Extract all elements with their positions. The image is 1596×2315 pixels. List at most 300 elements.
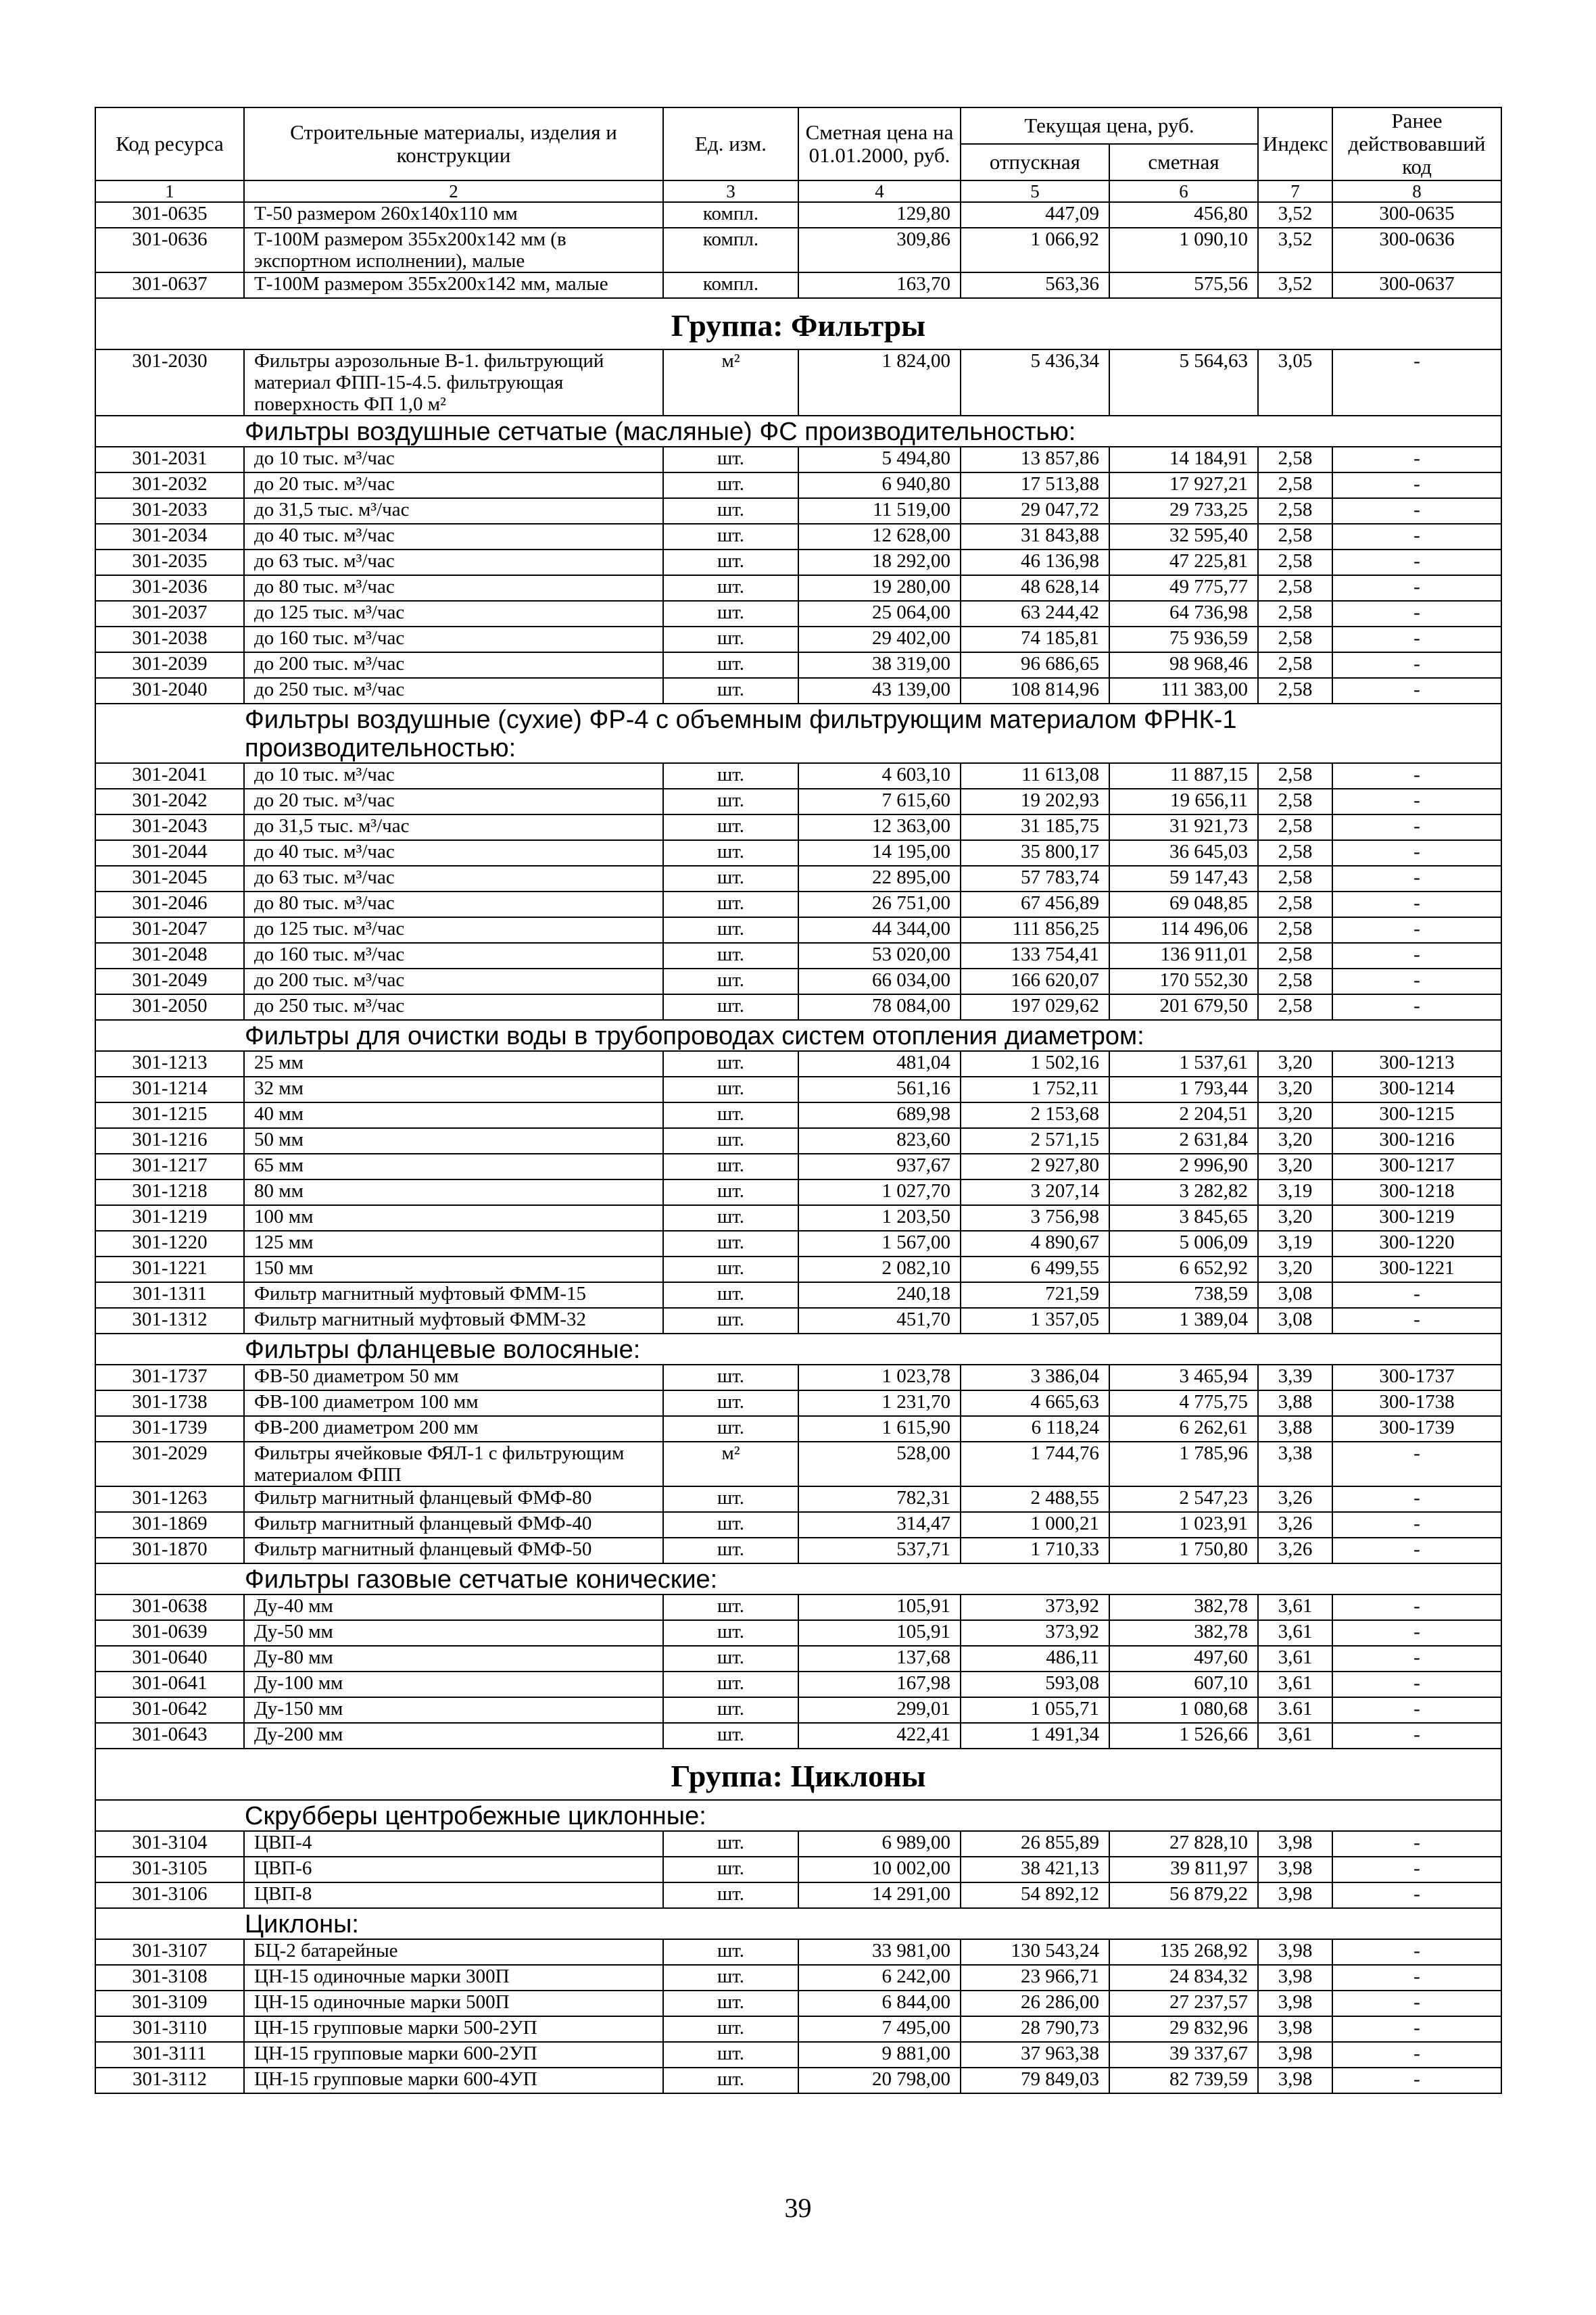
table-row — [95, 472, 1501, 498]
row-release-price: 373,92 — [961, 1620, 1109, 1646]
row-estimate-price: 14 184,91 — [1109, 447, 1258, 472]
row-unit: шт. — [663, 1594, 798, 1620]
row-index: 2,58 — [1258, 994, 1332, 1020]
row-base-price: 129,80 — [798, 202, 961, 228]
row-base-price: 43 139,00 — [798, 678, 961, 704]
row-release-price: 35 800,17 — [961, 840, 1109, 866]
row-unit: шт. — [663, 1646, 798, 1672]
table-row — [95, 228, 1501, 272]
row-name: до 63 тыс. м³/час — [244, 866, 663, 892]
row-index: 3,19 — [1258, 1231, 1332, 1257]
row-index: 3,20 — [1258, 1257, 1332, 1282]
row-release-price: 26 286,00 — [961, 1991, 1109, 2016]
subgroup-title: Фильтры воздушные сетчатые (масляные) ФС производительностью: — [95, 416, 1501, 447]
row-prev-code: - — [1332, 1882, 1501, 1908]
row-code: 301-1219 — [95, 1205, 244, 1231]
row-index: 3,38 — [1258, 1442, 1332, 1486]
row-index: 3,98 — [1258, 2016, 1332, 2042]
row-base-price: 7 615,60 — [798, 789, 961, 814]
row-base-price: 44 344,00 — [798, 917, 961, 943]
row-code: 301-2050 — [95, 994, 244, 1020]
row-release-price: 63 244,42 — [961, 601, 1109, 627]
row-release-price: 3 386,04 — [961, 1365, 1109, 1390]
row-base-price: 5 494,80 — [798, 447, 961, 472]
row-prev-code: - — [1332, 2042, 1501, 2068]
row-code: 301-3109 — [95, 1991, 244, 2016]
row-unit: шт. — [663, 1257, 798, 1282]
header-prev-code: Ранее действовавший код — [1332, 107, 1501, 180]
row-base-price: 528,00 — [798, 1442, 961, 1486]
row-code: 301-2044 — [95, 840, 244, 866]
subgroup-title: Фильтры для очистки воды в трубопроводах систем отопления диаметром: — [95, 1020, 1501, 1051]
row-base-price: 4 603,10 — [798, 763, 961, 789]
row-base-price: 1 203,50 — [798, 1205, 961, 1231]
row-index: 2,58 — [1258, 866, 1332, 892]
column-number: 7 — [1258, 180, 1332, 202]
row-unit: шт. — [663, 892, 798, 917]
row-release-price: 6 499,55 — [961, 1257, 1109, 1282]
header-base-price: Сметная цена на 01.01.2000, руб. — [798, 107, 961, 180]
row-unit: шт. — [663, 1205, 798, 1231]
row-index: 3,26 — [1258, 1512, 1332, 1538]
row-unit: шт. — [663, 1102, 798, 1128]
row-code: 301-0642 — [95, 1697, 244, 1723]
table-row — [95, 1077, 1501, 1102]
row-prev-code: - — [1332, 472, 1501, 498]
row-code: 301-2049 — [95, 969, 244, 994]
row-code: 301-3105 — [95, 1857, 244, 1882]
row-prev-code: - — [1332, 1857, 1501, 1882]
row-release-price: 166 620,07 — [961, 969, 1109, 994]
row-prev-code: - — [1332, 1672, 1501, 1697]
row-index: 2,58 — [1258, 498, 1332, 524]
column-number: 8 — [1332, 180, 1501, 202]
row-estimate-price: 382,78 — [1109, 1594, 1258, 1620]
row-unit: шт. — [663, 1991, 798, 2016]
row-name: ФВ-100 диаметром 100 мм — [244, 1390, 663, 1416]
row-unit: шт. — [663, 1697, 798, 1723]
row-index: 3,52 — [1258, 272, 1332, 298]
table-row — [95, 1538, 1501, 1563]
row-code: 301-1738 — [95, 1390, 244, 1416]
row-estimate-price: 5 006,09 — [1109, 1231, 1258, 1257]
row-estimate-price: 6 652,92 — [1109, 1257, 1258, 1282]
row-name: Фильтр магнитный фланцевый ФМФ-50 — [244, 1538, 663, 1563]
table-row — [95, 1308, 1501, 1334]
row-base-price: 1 615,90 — [798, 1416, 961, 1442]
row-base-price: 782,31 — [798, 1486, 961, 1512]
row-base-price: 7 495,00 — [798, 2016, 961, 2042]
row-release-price: 133 754,41 — [961, 943, 1109, 969]
table-row — [95, 498, 1501, 524]
row-name: 40 мм — [244, 1102, 663, 1128]
row-estimate-price: 49 775,77 — [1109, 575, 1258, 601]
row-base-price: 6 989,00 — [798, 1831, 961, 1857]
table-row — [95, 763, 1501, 789]
row-index: 3.61 — [1258, 1697, 1332, 1723]
row-name: ЦН-15 групповые марки 600-4УП — [244, 2068, 663, 2093]
row-estimate-price: 497,60 — [1109, 1646, 1258, 1672]
row-estimate-price: 5 564,63 — [1109, 349, 1258, 416]
row-code: 301-1221 — [95, 1257, 244, 1282]
table-row — [95, 1697, 1501, 1723]
row-estimate-price: 75 936,59 — [1109, 627, 1258, 652]
column-number: 1 — [95, 180, 244, 202]
row-name: Фильтры аэрозольные В-1. фильтрующий материал ФПП-15-4.5. фильтрующая поверхность ФП 1,0 м² — [244, 349, 663, 416]
table-row — [95, 1231, 1501, 1257]
subgroup-title: Фильтры газовые сетчатые конические: — [95, 1563, 1501, 1594]
table-row — [95, 1620, 1501, 1646]
row-code: 301-2039 — [95, 652, 244, 678]
row-base-price: 25 064,00 — [798, 601, 961, 627]
row-estimate-price: 82 739,59 — [1109, 2068, 1258, 2093]
row-release-price: 1 055,71 — [961, 1697, 1109, 1723]
row-index: 3,98 — [1258, 2068, 1332, 2093]
row-estimate-price: 111 383,00 — [1109, 678, 1258, 704]
row-index: 3,98 — [1258, 1965, 1332, 1991]
row-prev-code: - — [1332, 1831, 1501, 1857]
row-prev-code: - — [1332, 969, 1501, 994]
table-row — [95, 1512, 1501, 1538]
table-row — [95, 1831, 1501, 1857]
row-code: 301-1217 — [95, 1154, 244, 1179]
row-estimate-price: 56 879,22 — [1109, 1882, 1258, 1908]
row-release-price: 48 628,14 — [961, 575, 1109, 601]
table-row — [95, 866, 1501, 892]
table-row — [95, 1939, 1501, 1965]
row-name: до 200 тыс. м³/час — [244, 652, 663, 678]
row-base-price: 1 027,70 — [798, 1179, 961, 1205]
table-row — [95, 1723, 1501, 1749]
row-estimate-price: 738,59 — [1109, 1282, 1258, 1308]
row-estimate-price: 3 465,94 — [1109, 1365, 1258, 1390]
row-code: 301-2035 — [95, 550, 244, 575]
row-estimate-price: 201 679,50 — [1109, 994, 1258, 1020]
table-row — [95, 789, 1501, 814]
group-title: Группа: Фильтры — [95, 298, 1501, 349]
row-release-price: 28 790,73 — [961, 2016, 1109, 2042]
table-row — [95, 1257, 1501, 1282]
row-prev-code: - — [1332, 1282, 1501, 1308]
row-index: 3,20 — [1258, 1051, 1332, 1077]
row-unit: шт. — [663, 498, 798, 524]
row-release-price: 57 783,74 — [961, 866, 1109, 892]
table-row — [95, 575, 1501, 601]
row-estimate-price: 32 595,40 — [1109, 524, 1258, 550]
row-release-price: 108 814,96 — [961, 678, 1109, 704]
row-prev-code: - — [1332, 652, 1501, 678]
row-base-price: 537,71 — [798, 1538, 961, 1563]
row-index: 3,88 — [1258, 1416, 1332, 1442]
row-estimate-price: 575,56 — [1109, 272, 1258, 298]
row-name: БЦ-2 батарейные — [244, 1939, 663, 1965]
row-name: ФВ-50 диаметром 50 мм — [244, 1365, 663, 1390]
row-prev-code: 300-0637 — [1332, 272, 1501, 298]
row-prev-code: - — [1332, 498, 1501, 524]
row-name: Фильтр магнитный муфтовый ФММ-15 — [244, 1282, 663, 1308]
header-index: Индекс — [1258, 107, 1332, 180]
row-name: ФВ-200 диаметром 200 мм — [244, 1416, 663, 1442]
row-estimate-price: 1 023,91 — [1109, 1512, 1258, 1538]
row-index: 2,58 — [1258, 969, 1332, 994]
row-name: до 10 тыс. м³/час — [244, 763, 663, 789]
row-base-price: 78 084,00 — [798, 994, 961, 1020]
row-release-price: 29 047,72 — [961, 498, 1109, 524]
row-unit: шт. — [663, 1486, 798, 1512]
row-base-price: 163,70 — [798, 272, 961, 298]
row-code: 301-2043 — [95, 814, 244, 840]
row-code: 301-3106 — [95, 1882, 244, 1908]
column-number-row — [95, 180, 1501, 202]
row-estimate-price: 1 785,96 — [1109, 1442, 1258, 1486]
row-estimate-price: 29 832,96 — [1109, 2016, 1258, 2042]
column-number: 2 — [244, 180, 663, 202]
row-release-price: 373,92 — [961, 1594, 1109, 1620]
row-code: 301-2042 — [95, 789, 244, 814]
row-base-price: 2 082,10 — [798, 1257, 961, 1282]
row-name: Ду-40 мм — [244, 1594, 663, 1620]
row-release-price: 67 456,89 — [961, 892, 1109, 917]
row-unit: шт. — [663, 1154, 798, 1179]
subgroup-heading-row — [95, 1334, 1501, 1365]
row-base-price: 1 824,00 — [798, 349, 961, 416]
table-row — [95, 1991, 1501, 2016]
table-row — [95, 202, 1501, 228]
table-row — [95, 550, 1501, 575]
row-estimate-price: 64 736,98 — [1109, 601, 1258, 627]
row-name: Ду-80 мм — [244, 1646, 663, 1672]
row-release-price: 3 207,14 — [961, 1179, 1109, 1205]
subgroup-heading-row — [95, 1908, 1501, 1939]
row-release-price: 721,59 — [961, 1282, 1109, 1308]
row-estimate-price: 59 147,43 — [1109, 866, 1258, 892]
row-unit: шт. — [663, 1512, 798, 1538]
row-base-price: 19 280,00 — [798, 575, 961, 601]
row-estimate-price: 2 547,23 — [1109, 1486, 1258, 1512]
row-base-price: 18 292,00 — [798, 550, 961, 575]
row-index: 3,98 — [1258, 2042, 1332, 2068]
row-index: 2,58 — [1258, 652, 1332, 678]
column-number: 4 — [798, 180, 961, 202]
row-index: 2,58 — [1258, 840, 1332, 866]
row-unit: шт. — [663, 447, 798, 472]
row-prev-code: 300-1737 — [1332, 1365, 1501, 1390]
row-name: ЦВП-4 — [244, 1831, 663, 1857]
row-prev-code: 300-1213 — [1332, 1051, 1501, 1077]
row-code: 301-0641 — [95, 1672, 244, 1697]
row-name: 100 мм — [244, 1205, 663, 1231]
row-unit: шт. — [663, 1051, 798, 1077]
row-prev-code: - — [1332, 1486, 1501, 1512]
row-release-price: 11 613,08 — [961, 763, 1109, 789]
row-base-price: 6 844,00 — [798, 1991, 961, 2016]
row-release-price: 23 966,71 — [961, 1965, 1109, 1991]
row-prev-code: 300-1221 — [1332, 1257, 1501, 1282]
row-unit: шт. — [663, 575, 798, 601]
row-code: 301-0640 — [95, 1646, 244, 1672]
row-base-price: 309,86 — [798, 228, 961, 272]
row-prev-code: - — [1332, 1620, 1501, 1646]
row-prev-code: - — [1332, 349, 1501, 416]
row-prev-code: - — [1332, 1646, 1501, 1672]
row-code: 301-3104 — [95, 1831, 244, 1857]
row-code: 301-2032 — [95, 472, 244, 498]
row-release-price: 111 856,25 — [961, 917, 1109, 943]
row-base-price: 314,47 — [798, 1512, 961, 1538]
table-row — [95, 1282, 1501, 1308]
column-number: 3 — [663, 180, 798, 202]
row-base-price: 167,98 — [798, 1672, 961, 1697]
row-index: 3,98 — [1258, 1939, 1332, 1965]
table-row — [95, 1128, 1501, 1154]
row-name: Фильтр магнитный муфтовый ФММ-32 — [244, 1308, 663, 1334]
row-prev-code: 300-1218 — [1332, 1179, 1501, 1205]
row-code: 301-2036 — [95, 575, 244, 601]
row-name: ЦВП-8 — [244, 1882, 663, 1908]
row-release-price: 486,11 — [961, 1646, 1109, 1672]
row-base-price: 823,60 — [798, 1128, 961, 1154]
row-prev-code: 300-0636 — [1332, 228, 1501, 272]
row-name: 125 мм — [244, 1231, 663, 1257]
row-release-price: 4 665,63 — [961, 1390, 1109, 1416]
row-name: 50 мм — [244, 1128, 663, 1154]
row-index: 3,20 — [1258, 1205, 1332, 1231]
row-base-price: 29 402,00 — [798, 627, 961, 652]
row-base-price: 105,91 — [798, 1594, 961, 1620]
row-code: 301-2037 — [95, 601, 244, 627]
row-release-price: 4 890,67 — [961, 1231, 1109, 1257]
row-prev-code: - — [1332, 814, 1501, 840]
row-estimate-price: 1 080,68 — [1109, 1697, 1258, 1723]
row-code: 301-1870 — [95, 1538, 244, 1563]
group-heading-row — [95, 298, 1501, 349]
row-unit: шт. — [663, 1128, 798, 1154]
row-prev-code: - — [1332, 447, 1501, 472]
row-estimate-price: 1 389,04 — [1109, 1308, 1258, 1334]
row-unit: шт. — [663, 1857, 798, 1882]
row-release-price: 74 185,81 — [961, 627, 1109, 652]
subgroup-title: Фильтры воздушные (сухие) ФР-4 с объемным фильтрующим материалом ФРНК-1 производительностью: — [95, 704, 1501, 763]
table-row — [95, 1416, 1501, 1442]
row-release-price: 96 686,65 — [961, 652, 1109, 678]
row-prev-code: 300-1739 — [1332, 1416, 1501, 1442]
row-prev-code: - — [1332, 627, 1501, 652]
row-code: 301-3110 — [95, 2016, 244, 2042]
row-release-price: 563,36 — [961, 272, 1109, 298]
row-index: 2,58 — [1258, 892, 1332, 917]
subgroup-title: Скрубберы центробежные циклонные: — [95, 1800, 1501, 1831]
row-base-price: 22 895,00 — [798, 866, 961, 892]
subgroup-heading-row — [95, 1020, 1501, 1051]
row-estimate-price: 47 225,81 — [1109, 550, 1258, 575]
row-estimate-price: 19 656,11 — [1109, 789, 1258, 814]
row-name: Фильтр магнитный фланцевый ФМФ-80 — [244, 1486, 663, 1512]
row-estimate-price: 17 927,21 — [1109, 472, 1258, 498]
row-code: 301-2031 — [95, 447, 244, 472]
table-row — [95, 2042, 1501, 2068]
row-code: 301-1215 — [95, 1102, 244, 1128]
table-row — [95, 1442, 1501, 1486]
row-code: 301-2045 — [95, 866, 244, 892]
row-index: 3,20 — [1258, 1154, 1332, 1179]
row-estimate-price: 4 775,75 — [1109, 1390, 1258, 1416]
row-base-price: 14 195,00 — [798, 840, 961, 866]
row-prev-code: 300-1215 — [1332, 1102, 1501, 1128]
row-name: Ду-50 мм — [244, 1620, 663, 1646]
row-unit: шт. — [663, 1231, 798, 1257]
row-prev-code: - — [1332, 601, 1501, 627]
table-row — [95, 840, 1501, 866]
row-estimate-price: 136 911,01 — [1109, 943, 1258, 969]
row-prev-code: - — [1332, 917, 1501, 943]
row-unit: м² — [663, 349, 798, 416]
row-release-price: 17 513,88 — [961, 472, 1109, 498]
row-base-price: 937,67 — [798, 1154, 961, 1179]
row-index: 2,58 — [1258, 763, 1332, 789]
row-index: 2,58 — [1258, 550, 1332, 575]
row-base-price: 11 519,00 — [798, 498, 961, 524]
row-index: 3,61 — [1258, 1594, 1332, 1620]
row-base-price: 9 881,00 — [798, 2042, 961, 2068]
row-estimate-price: 2 631,84 — [1109, 1128, 1258, 1154]
row-code: 301-2033 — [95, 498, 244, 524]
row-estimate-price: 27 237,57 — [1109, 1991, 1258, 2016]
row-release-price: 79 849,03 — [961, 2068, 1109, 2093]
row-prev-code: - — [1332, 840, 1501, 866]
row-release-price: 1 502,16 — [961, 1051, 1109, 1077]
row-estimate-price: 1 750,80 — [1109, 1538, 1258, 1563]
row-estimate-price: 135 268,92 — [1109, 1939, 1258, 1965]
row-index: 3,88 — [1258, 1390, 1332, 1416]
row-unit: шт. — [663, 763, 798, 789]
row-name: до 160 тыс. м³/час — [244, 627, 663, 652]
row-code: 301-2046 — [95, 892, 244, 917]
row-code: 301-2029 — [95, 1442, 244, 1486]
row-unit: шт. — [663, 917, 798, 943]
table-row — [95, 1179, 1501, 1205]
row-unit: шт. — [663, 1416, 798, 1442]
row-estimate-price: 382,78 — [1109, 1620, 1258, 1646]
row-code: 301-0636 — [95, 228, 244, 272]
table-row — [95, 1102, 1501, 1128]
row-name: Фильтры ячейковые ФЯЛ-1 с фильтрующим материалом ФПП — [244, 1442, 663, 1486]
row-unit: шт. — [663, 1538, 798, 1563]
row-name: Фильтр магнитный фланцевый ФМФ-40 — [244, 1512, 663, 1538]
header-code: Код ресурса — [95, 107, 244, 180]
row-estimate-price: 3 845,65 — [1109, 1205, 1258, 1231]
table-row — [95, 2068, 1501, 2093]
row-unit: шт. — [663, 1077, 798, 1102]
row-estimate-price: 98 968,46 — [1109, 652, 1258, 678]
row-unit: шт. — [663, 627, 798, 652]
row-prev-code: - — [1332, 524, 1501, 550]
table-row — [95, 994, 1501, 1020]
row-name: до 250 тыс. м³/час — [244, 678, 663, 704]
row-name: до 80 тыс. м³/час — [244, 892, 663, 917]
row-base-price: 12 628,00 — [798, 524, 961, 550]
row-name: до 20 тыс. м³/час — [244, 789, 663, 814]
row-release-price: 197 029,62 — [961, 994, 1109, 1020]
subgroup-heading-row — [95, 704, 1501, 763]
row-estimate-price: 3 282,82 — [1109, 1179, 1258, 1205]
row-estimate-price: 1 090,10 — [1109, 228, 1258, 272]
row-prev-code: - — [1332, 1442, 1501, 1486]
row-name: до 40 тыс. м³/час — [244, 840, 663, 866]
row-unit: шт. — [663, 1620, 798, 1646]
row-release-price: 447,09 — [961, 202, 1109, 228]
price-table — [95, 107, 1502, 2094]
row-name: ЦН-15 групповые марки 600-2УП — [244, 2042, 663, 2068]
